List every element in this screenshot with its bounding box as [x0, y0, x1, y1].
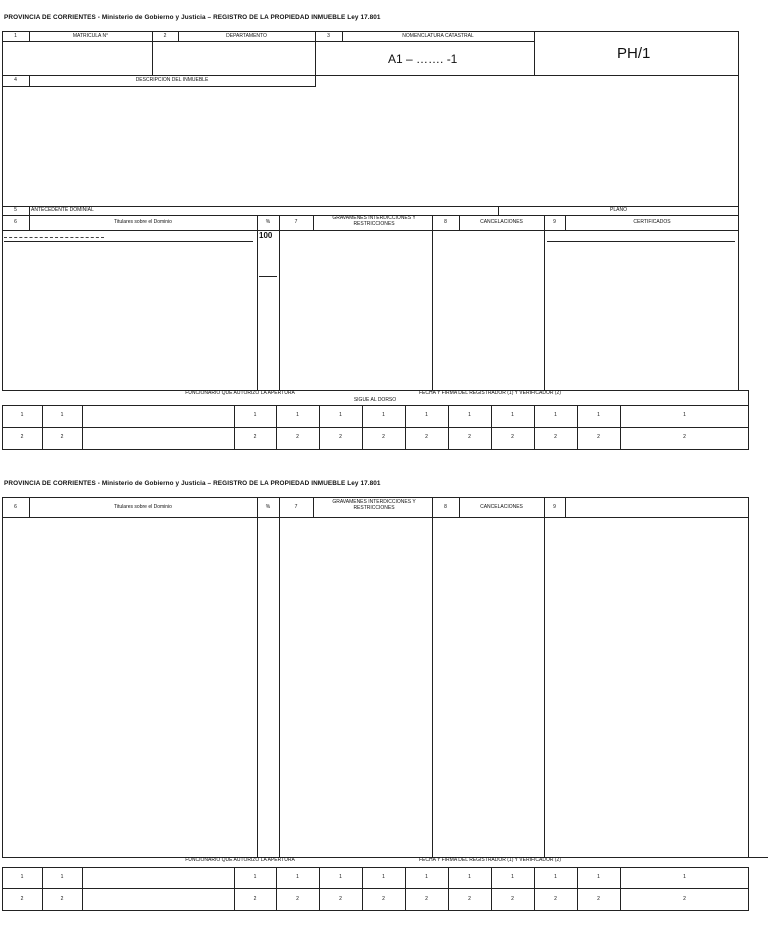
grid1-r1-c10: 1 — [554, 412, 557, 418]
grid2-r1-c5: 1 — [339, 874, 342, 880]
field-number-3: 3 — [327, 33, 330, 39]
grid1-r2-c5: 2 — [339, 434, 342, 440]
nomenclatura-label: NOMENCLATURA CATASTRAL — [402, 33, 474, 39]
grid2-r2-c6: 2 — [382, 896, 385, 902]
grid1-r1-c1: 1 — [20, 412, 24, 418]
field-number-5: 5 — [14, 207, 17, 213]
field-number-7: 7 — [294, 219, 298, 225]
grid1-r2-c12: 2 — [683, 434, 686, 440]
grid1-r2-c6: 2 — [382, 434, 385, 440]
grid2-r2-c2: 2 — [60, 896, 64, 902]
grid2-r2-c7: 2 — [425, 896, 428, 902]
grid2-r2-c5: 2 — [339, 896, 342, 902]
form2-fecha-firma-label: FECHA Y FIRMA DEL REGISTRADOR (1) Y VERIFICADOR (2) — [419, 857, 561, 863]
grid2-r2-c3: 2 — [253, 896, 257, 902]
form2-funcionario-label: FUNCIONARIO QUE AUTORIZO LA APERTURA — [185, 857, 295, 863]
grid2-r1-c12: 1 — [683, 874, 686, 880]
grid1-r2-c3: 2 — [253, 434, 257, 440]
grid1-r2-c7: 2 — [425, 434, 428, 440]
grid2-r1-c8: 1 — [468, 874, 471, 880]
grid2-r1-c3: 1 — [253, 874, 257, 880]
field-number-1: 1 — [14, 33, 17, 39]
field-number-2: 2 — [163, 33, 167, 39]
grid2-r1-c10: 1 — [554, 874, 557, 880]
fecha-firma-label: FECHA Y FIRMA DEL REGISTRADOR (1) Y VERIFICADOR (2) — [419, 390, 561, 396]
grid1-r2-c4: 2 — [296, 434, 299, 440]
grid2-r1-c6: 1 — [382, 874, 385, 880]
field-number-9: 9 — [553, 219, 556, 225]
grid1-r1-c9: 1 — [511, 412, 514, 418]
gravamenes-label: GRAVAMENES INTERDICCIONES Y RESTRICCIONES — [332, 215, 416, 227]
percent-value: 100 — [259, 231, 273, 240]
grid1-r1-c4: 1 — [296, 412, 299, 418]
grid2-r1-c9: 1 — [511, 874, 514, 880]
grid1-r1-c6: 1 — [382, 412, 385, 418]
grid1-r1-c8: 1 — [468, 412, 471, 418]
grid2-r2-c4: 2 — [296, 896, 299, 902]
field-number-6: 6 — [14, 219, 17, 225]
form2-field-number-7: 7 — [294, 504, 298, 510]
ph-label: PH/1 — [617, 45, 651, 62]
grid2-r2-c12: 2 — [683, 896, 686, 902]
percent-label: % — [265, 219, 271, 225]
grid2-r1-c4: 1 — [296, 874, 299, 880]
titulares-label: Titulares sobre el Dominio — [114, 219, 172, 225]
field-number-8: 8 — [444, 219, 447, 225]
grid1-r1-c7: 1 — [425, 412, 428, 418]
plano-label: PLANO — [610, 207, 627, 213]
antecedente-label: ANTECEDENTE DOMINIAL — [31, 207, 94, 213]
departamento-label: DEPARTAMENTO — [226, 33, 267, 39]
grid1-r2-c2: 2 — [60, 434, 64, 440]
sigue-al-dorso-label: SIGUE AL DORSO — [353, 397, 397, 403]
grid2-r2-c10: 2 — [554, 896, 557, 902]
grid1-r2-c10: 2 — [554, 434, 557, 440]
cancelaciones-label: CANCELACIONES — [480, 219, 523, 225]
grid1-r1-c12: 1 — [683, 412, 686, 418]
grid1-r1-c11: 1 — [597, 412, 600, 418]
nomenclatura-value: A1 – ……. -1 — [388, 52, 458, 66]
form2-field-number-9: 9 — [553, 504, 556, 510]
grid2-r1-c7: 1 — [425, 874, 428, 880]
grid2-r2-c1: 2 — [20, 896, 24, 902]
grid1-r2-c11: 2 — [597, 434, 600, 440]
form2-percent-label: % — [265, 504, 271, 510]
form2-columns-block — [2, 497, 749, 858]
matricula-label: MATRICULA N° — [72, 33, 109, 39]
form2-cancelaciones-label: CANCELACIONES — [480, 504, 523, 510]
grid2-r1-c1: 1 — [20, 874, 24, 880]
grid2-r2-c9: 2 — [511, 896, 514, 902]
grid1-r1-c2: 1 — [60, 412, 64, 418]
grid1-r1-c5: 1 — [339, 412, 342, 418]
grid2-r2-c8: 2 — [468, 896, 471, 902]
dotted-line — [4, 237, 104, 238]
form1-title: PROVINCIA DE CORRIENTES - Ministerio de Gobierno y Justicia – REGISTRO DE LA PROPIEDAD INMUEBLE Ley 17.801 — [4, 14, 381, 21]
funcionario-label: FUNCIONARIO QUE AUTORIZO LA APERTURA — [185, 390, 295, 396]
form2-field-number-6: 6 — [14, 504, 17, 510]
grid1-r2-c1: 2 — [20, 434, 24, 440]
form2-title: PROVINCIA DE CORRIENTES - Ministerio de Gobierno y Justicia – REGISTRO DE LA PROPIEDAD INMUEBLE Ley 17.801 — [4, 480, 381, 487]
grid1-r2-c9: 2 — [511, 434, 514, 440]
grid1-r2-c8: 2 — [468, 434, 471, 440]
form2-titulares-label: Titulares sobre el Dominio — [114, 504, 172, 510]
grid2-r2-c11: 2 — [597, 896, 600, 902]
grid1-r1-c3: 1 — [253, 412, 257, 418]
certificados-label: CERTIFICADOS — [633, 219, 671, 225]
form2-gravamenes-label: GRAVAMENES INTERDICCIONES Y RESTRICCIONES — [332, 499, 416, 511]
field-number-4: 4 — [14, 77, 17, 83]
form2-signature-grid — [2, 867, 749, 911]
descripcion-label: DESCRIPCION DEL INMUEBLE — [135, 77, 209, 83]
form2-field-number-8: 8 — [444, 504, 447, 510]
grid2-r1-c11: 1 — [597, 874, 600, 880]
grid2-r1-c2: 1 — [60, 874, 64, 880]
